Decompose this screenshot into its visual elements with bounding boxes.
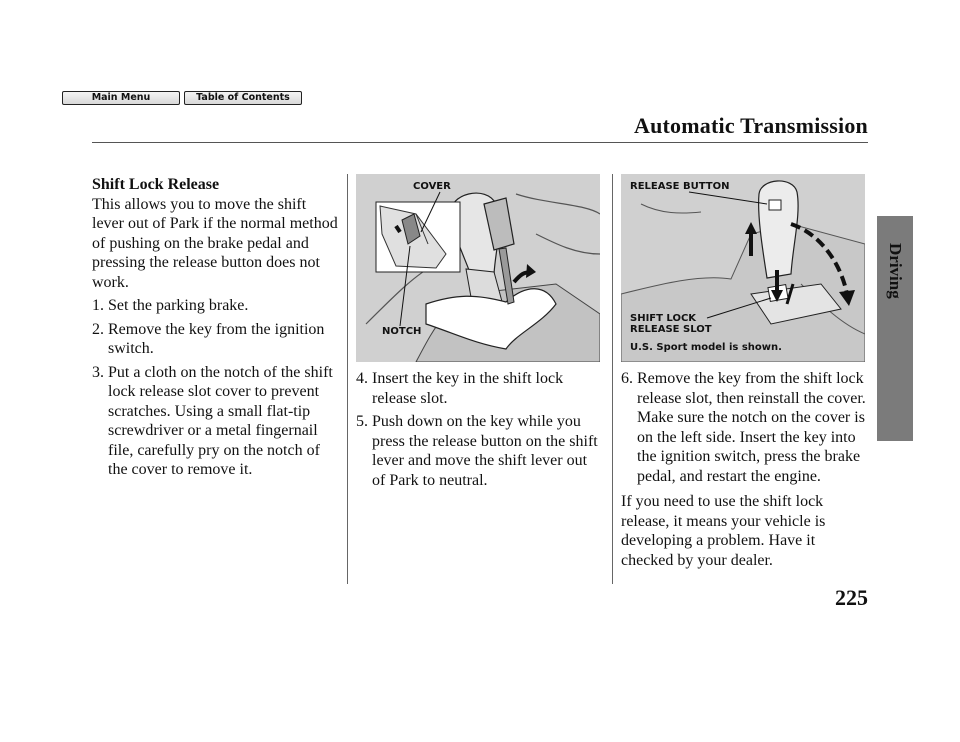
main-menu-button[interactable]: Main Menu bbox=[62, 91, 180, 105]
section-heading: Shift Lock Release bbox=[92, 176, 220, 193]
step-item: 6. Remove the key from the shift lock release slot, then reinstall the cover. Make sure the notch on the cover is on the left side. Insert the key into the ignition switch, press the brake pedal, and restart the engine. bbox=[621, 370, 866, 485]
figure-caption: U.S. Sport model is shown. bbox=[630, 342, 782, 353]
column-3 bbox=[621, 369, 869, 570]
header-divider bbox=[92, 142, 868, 143]
column-divider bbox=[347, 174, 348, 584]
column-1 bbox=[92, 175, 340, 480]
page-number: 225 bbox=[835, 585, 868, 610]
step-item: 3. Put a cloth on the notch of the shift lock release slot cover to prevent scratches. Using a small flat-tip screwdriver or a metal fingernail file, carefully pry on the notch of the cover to remove it. bbox=[92, 363, 333, 478]
intro-paragraph: This allows you to move the shift lever out of Park if the normal method of pushing on the brake pedal and pressing the release button does not work. bbox=[92, 195, 338, 291]
step-item: 1. Set the parking brake. bbox=[92, 297, 249, 314]
shift-lock-release-illustration bbox=[621, 174, 865, 362]
notch-callout: NOTCH bbox=[382, 326, 422, 337]
step-item: 2. Remove the key from the ignition switch. bbox=[92, 320, 325, 357]
column-divider bbox=[612, 174, 613, 584]
release-button-callout: RELEASE BUTTON bbox=[630, 181, 730, 192]
note-paragraph: If you need to use the shift lock release, it means your vehicle is developing a problem. Have it checked by your dealer. bbox=[621, 493, 826, 569]
column-2 bbox=[356, 369, 601, 490]
page-title: Automatic Transmission bbox=[634, 113, 868, 138]
release-slot-callout: RELEASE SLOT bbox=[630, 324, 712, 335]
table-of-contents-button[interactable]: Table of Contents bbox=[184, 91, 302, 105]
section-tab-label: Driving bbox=[886, 243, 905, 299]
shift-lock-cover-illustration bbox=[356, 174, 600, 362]
step-item: 5. Push down on the key while you press the release button on the shift lever and move the shift lever out of Park to neutral. bbox=[356, 413, 598, 489]
step-item: 4. Insert the key in the shift lock release slot. bbox=[356, 370, 564, 407]
shift-lock-callout: SHIFT LOCK bbox=[630, 313, 697, 324]
cover-callout: COVER bbox=[413, 181, 451, 192]
